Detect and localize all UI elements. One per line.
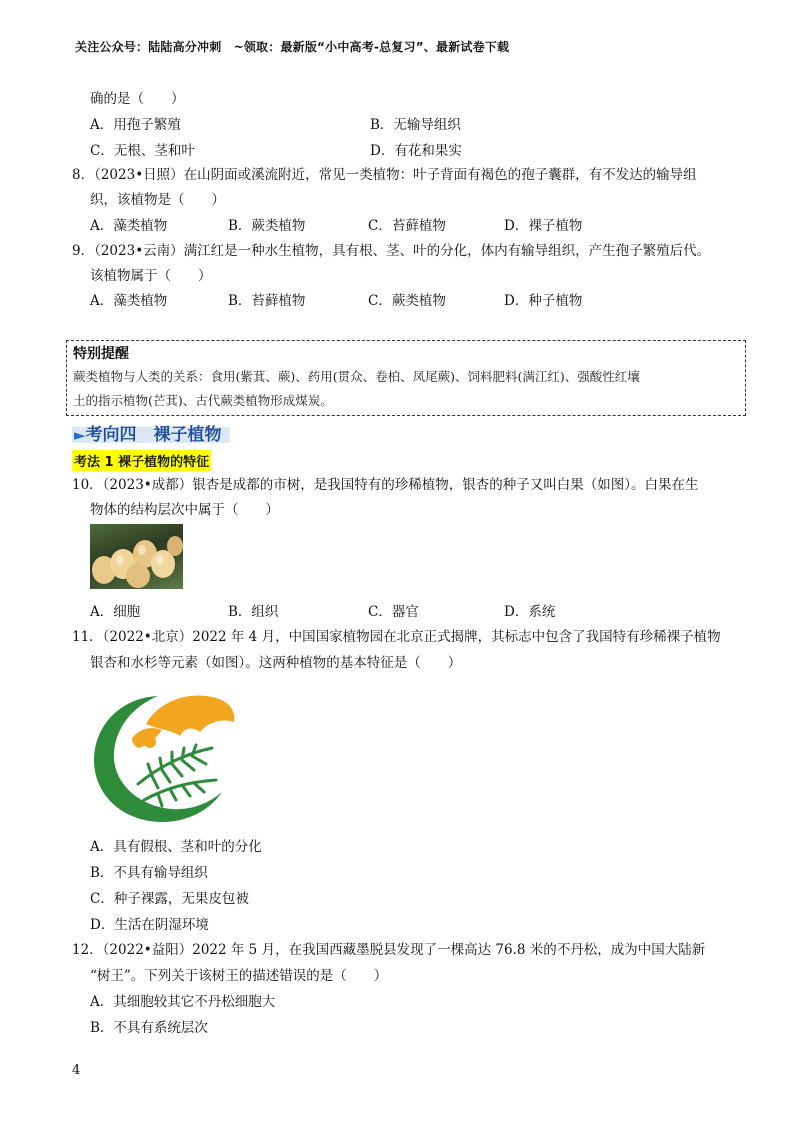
q9-line2: 该植物属于（ ） <box>90 268 212 284</box>
q7-option-c: C．无根、茎和叶 <box>90 143 195 159</box>
ginkgo-seeds-photo <box>90 524 183 589</box>
q10-option-b: B．组织 <box>228 604 279 620</box>
q8-line2: 织，该植物是（ ） <box>90 192 225 208</box>
triangle-marker-icon: ► <box>74 426 86 444</box>
q12-line2: “树王”。下列关于该树王的描述错误的是（ ） <box>90 968 388 984</box>
q12-line1: 12．（2022•益阳）2022 年 5 月，在我国西藏墨脱县发现了一棵高达 76.8 米的不丹松，成为中国大陆新 <box>72 942 706 958</box>
q7-option-d: D．有花和果实 <box>370 143 462 159</box>
q11-option-a: A．具有假根、茎和叶的分化 <box>90 839 262 855</box>
q11-line1: 11．（2022•北京）2022 年 4 月，中国国家植物园在北京正式揭牌，其标志中包含了我国特有珍稀裸子植物 <box>72 629 721 645</box>
q9-option-b: B．苔藓植物 <box>228 293 306 309</box>
section-title: 考向四 裸子植物 <box>85 425 222 445</box>
q10-option-c: C．器官 <box>368 604 419 620</box>
q8-line1: 8．（2023•日照）在山阴面或溪流附近，常见一类植物：叶子背面有褐色的孢子囊群，有不发达的输导组 <box>72 167 697 183</box>
q9-line1: 9．（2023•云南）满江红是一种水生植物，具有根、茎、叶的分化，体内有输导组织，产生孢子繁殖后代。 <box>72 243 711 259</box>
q7-option-a: A．用孢子繁殖 <box>90 117 181 133</box>
q8-option-d: D．裸子植物 <box>504 218 583 234</box>
q11-option-c: C．种子裸露，无果皮包被 <box>90 891 249 907</box>
q10-option-a: A．细胞 <box>90 604 141 620</box>
botanical-garden-logo-icon <box>88 688 242 826</box>
q8-option-b: B．蕨类植物 <box>228 218 306 234</box>
page-header: 关注公众号：陆陆高分冲刺 ~领取：最新版“小中高考-总复习”、最新试卷下载 <box>75 40 510 54</box>
q8-option-c: C．苔藓植物 <box>368 218 446 234</box>
national-botanical-garden-logo <box>88 688 242 826</box>
q12-option-b: B．不具有系统层次 <box>90 1020 208 1036</box>
special-reminder-title: 特别提醒 <box>73 346 129 362</box>
q9-option-a: A．藻类植物 <box>90 293 168 309</box>
special-reminder-box <box>66 340 746 416</box>
q9-option-d: D．种子植物 <box>504 293 583 309</box>
kaofa-label: 考法 1 裸子植物的特征 <box>72 450 211 471</box>
q10-line2: 物体的结构层次中属于（ ） <box>90 502 279 518</box>
page-number: 4 <box>72 1063 81 1078</box>
ginkgo-seeds-illustration <box>90 524 183 589</box>
special-reminder-line1: 蕨类植物与人类的关系：食用(紫萁、蕨)、药用(贯众、卷柏、凤尾蕨)、饲料肥料(满江红)、强酸性红壤 <box>73 369 640 384</box>
special-reminder-line2: 土的指示植物(芒萁)、古代蕨类植物形成煤炭。 <box>73 393 333 408</box>
q12-option-a: A．其细胞较其它不丹松细胞大 <box>90 994 276 1010</box>
q11-option-b: B．不具有输导组织 <box>90 865 208 881</box>
q11-line2: 银杏和水杉等元素（如图）。这两种植物的基本特征是（ ） <box>90 655 462 671</box>
q11-option-d: D．生活在阴湿环境 <box>90 917 209 933</box>
q8-option-a: A．藻类植物 <box>90 218 168 234</box>
q7-option-b: B．无输导组织 <box>370 117 461 133</box>
q9-option-c: C．蕨类植物 <box>368 293 446 309</box>
q7-stem-tail: 确的是（ ） <box>90 91 185 107</box>
q10-line1: 10．（2023•成都）银杏是成都的市树，是我国特有的珍稀植物，银杏的种子又叫白果（如图）。白果在生 <box>72 477 699 493</box>
q10-option-d: D．系统 <box>504 604 556 620</box>
section-heading <box>72 418 230 447</box>
